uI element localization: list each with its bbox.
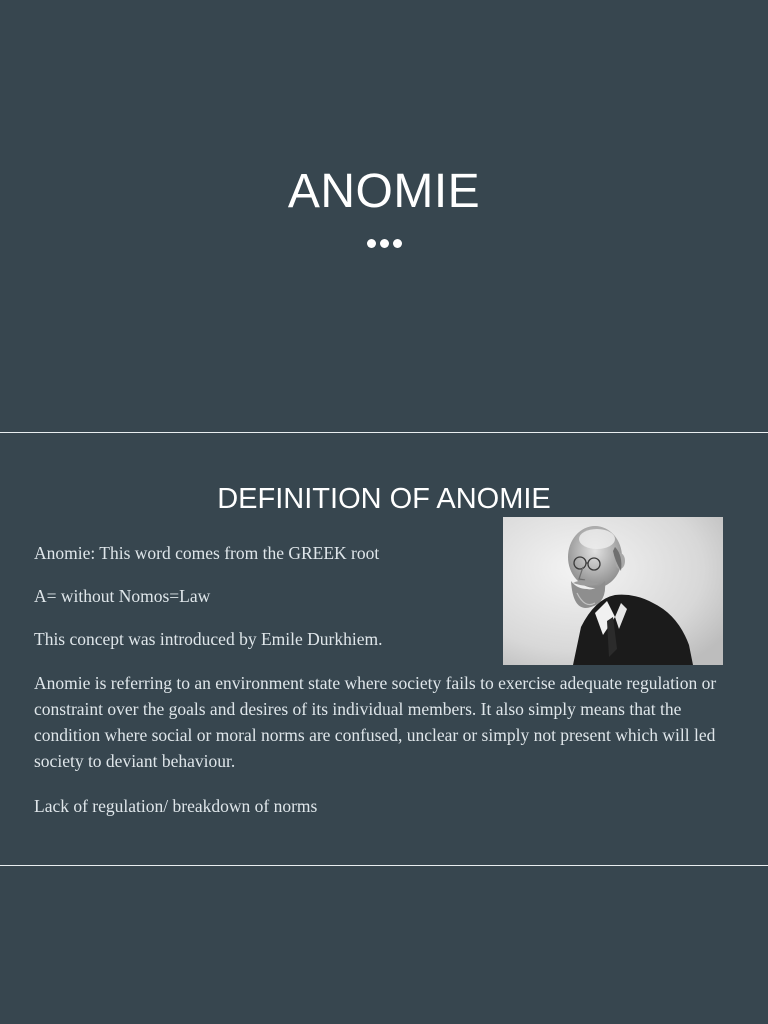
next-slide-partial (0, 866, 768, 1024)
definition-paragraph-2: A= without Nomos=Law (34, 586, 211, 606)
title-slide (0, 0, 768, 432)
ellipsis-decoration (0, 239, 768, 253)
slide-title: ANOMIE (287, 165, 481, 218)
durkheim-portrait-image (503, 517, 723, 665)
definition-slide (0, 433, 768, 865)
portrait-illustration (503, 517, 723, 665)
definition-title: DEFINITION OF ANOMIE (217, 483, 551, 515)
definition-paragraph-4: Anomie is referring to an environment state where society fails to exercise adequate regulation or constraint over the goals and desires of its individual members. It also simply means that the condition where social or moral norms are confused, unclear or simply not present which will led society to deviant behaviour. (34, 673, 717, 771)
dot-icon (380, 239, 389, 248)
dot-icon (393, 239, 402, 248)
definition-paragraph-5: Lack of regulation/ breakdown of norms (34, 796, 318, 816)
dot-icon (367, 239, 376, 248)
definition-paragraph-3: This concept was introduced by Emile Durkhiem. (34, 629, 383, 649)
definition-paragraph-1: Anomie: This word comes from the GREEK root (34, 543, 380, 563)
